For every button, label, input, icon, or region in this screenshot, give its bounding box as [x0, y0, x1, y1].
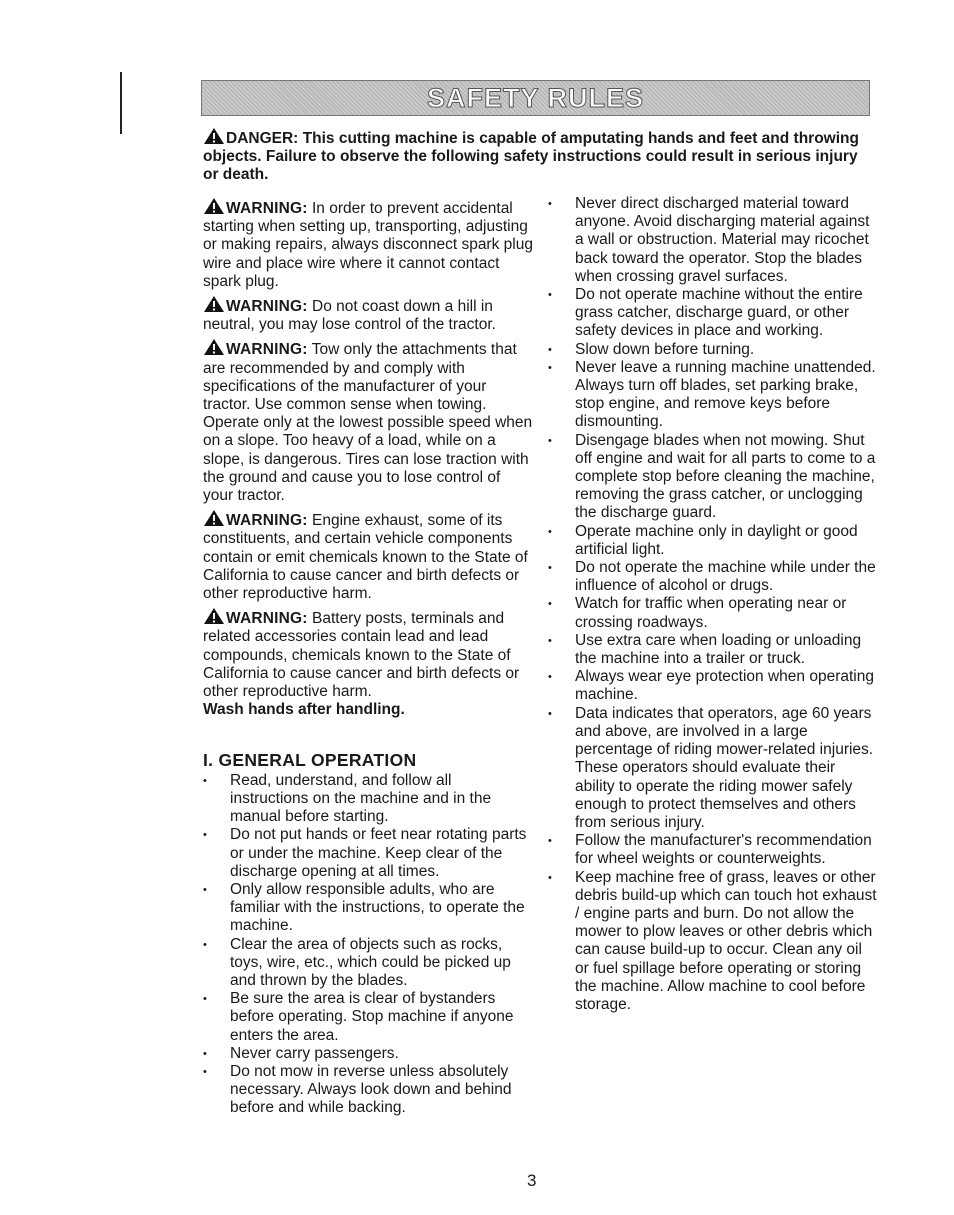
general-operation-list-left — [203, 772, 533, 1118]
list-item: • Do not mow in reverse unless absolutely necessary. Always look down and behind before and while backing. — [203, 1063, 533, 1118]
list-item: • Do not put hands or feet near rotating parts or under the machine. Keep clear of the discharge opening at all times. — [203, 826, 533, 881]
safety-alert-icon — [203, 338, 225, 356]
safety-alert-icon — [203, 197, 225, 215]
list-item: • Keep machine free of grass, leaves or other debris build-up which can touch hot exhaust / engine parts and burn. Do not allow the mower to plow leaves or other debris which can cause build-up to occur. Clean any oil or fuel spillage before operating or storing the machine. Allow machine to cool before storage. — [548, 869, 878, 1015]
list-item: • Only allow responsible adults, who are familiar with the instructions, to operate the machine. — [203, 881, 533, 936]
warning-label: WARNING: — [226, 341, 308, 359]
warning-label: WARNING: — [226, 298, 308, 316]
safety-rules-banner — [201, 80, 870, 116]
warning-text: Engine exhaust, some of its constituents, and certain vehicle components contain or emit chemicals known to the State of California to cause cancer and birth defects or other reproductive harm. — [203, 512, 528, 603]
list-item: • Follow the manufacturer's recommendation for wheel weights or counterweights. — [548, 832, 878, 868]
danger-notice — [203, 127, 868, 184]
warning-text: Do not coast down a hill in neutral, you may lose control of the tractor. — [203, 298, 496, 334]
page-number: 3 — [527, 1171, 537, 1190]
list-item: • Never direct discharged material toward anyone. Avoid discharging material against a wall or obstruction. Material may ricochet back toward the operator. Stop the blades when crossing gravel surfaces. — [548, 195, 878, 286]
warning-label: WARNING: — [226, 512, 308, 530]
warning-text: Tow only the attachments that are recommended by and comply with specifications of the manufacturer of your tractor. Use common sense when towing. Operate only at the lowest possible speed when on a slope. Too heavy of a load, while on a slope, is dangerous. Tires can lose traction with the ground and cause you to lose control of your tractor. — [203, 341, 533, 505]
left-column — [203, 197, 533, 1118]
list-item: • Do not operate the machine while under the influence of alcohol or drugs. — [548, 559, 878, 595]
wash-hands-note: Wash hands after handling. — [203, 701, 405, 719]
right-column — [548, 195, 878, 1014]
safety-alert-icon — [203, 509, 225, 527]
list-item: • Disengage blades when not mowing. Shut off engine and wait for all parts to come to a complete stop before cleaning the machine, removing the grass catcher, or unclogging the discharge guard. — [548, 432, 878, 523]
list-item: • Operate machine only in daylight or good artificial light. — [548, 523, 878, 559]
banner-title: SAFETY RULES — [426, 82, 645, 113]
safety-alert-icon — [203, 295, 225, 313]
warning-label: WARNING: — [226, 610, 308, 628]
safety-alert-icon — [203, 607, 225, 625]
list-item: • Be sure the area is clear of bystanders before operating. Stop machine if anyone enters the area. — [203, 990, 533, 1045]
general-operation-list-right — [548, 195, 878, 1014]
warning-paragraph — [203, 295, 533, 334]
list-item: • Clear the area of objects such as rocks, toys, wire, etc., which could be picked up and thrown by the blades. — [203, 936, 533, 991]
list-item: • Slow down before turning. — [548, 341, 878, 359]
danger-label: DANGER: — [226, 130, 299, 147]
margin-rule — [120, 72, 122, 134]
warning-paragraph — [203, 338, 533, 505]
safety-alert-icon — [203, 127, 225, 145]
warning-label: WARNING: — [226, 200, 308, 217]
list-item: • Always wear eye protection when operating machine. — [548, 668, 878, 704]
warning-paragraph — [203, 197, 533, 291]
warning-text: In order to prevent accidental starting when setting up, transporting, adjusting or making repairs, always disconnect spark plug wire and place wire where it cannot contact spark plug. — [203, 200, 533, 290]
warning-paragraph — [203, 509, 533, 603]
warning-text: Battery posts, terminals and related accessories contain lead and lead compounds, chemicals known to the State of California to cause cancer and birth defects or other reproductive harm. — [203, 610, 520, 701]
list-item: • Data indicates that operators, age 60 years and above, are involved in a large percentage of riding mower-related injuries. These operators should evaluate their ability to operate the riding mower safely enough to protect themselves and others from serious injury. — [548, 705, 878, 832]
list-item: • Read, understand, and follow all instructions on the machine and in the manual before starting. — [203, 772, 533, 827]
list-item: • Do not operate machine without the entire grass catcher, discharge guard, or other safety devices in place and working. — [548, 286, 878, 341]
danger-text: This cutting machine is capable of amputating hands and feet and throwing objects. Failure to observe the following safety instructions could result in serious injury or death. — [203, 130, 859, 183]
list-item: • Use extra care when loading or unloading the machine into a trailer or truck. — [548, 632, 878, 668]
list-item: • Never leave a running machine unattended. Always turn off blades, set parking brake, stop engine, and remove keys before dismounting. — [548, 359, 878, 432]
list-item: • Watch for traffic when operating near or crossing roadways. — [548, 595, 878, 631]
section-heading: I. GENERAL OPERATION — [203, 750, 417, 771]
warning-paragraph — [203, 607, 533, 719]
list-item: • Never carry passengers. — [203, 1045, 533, 1063]
